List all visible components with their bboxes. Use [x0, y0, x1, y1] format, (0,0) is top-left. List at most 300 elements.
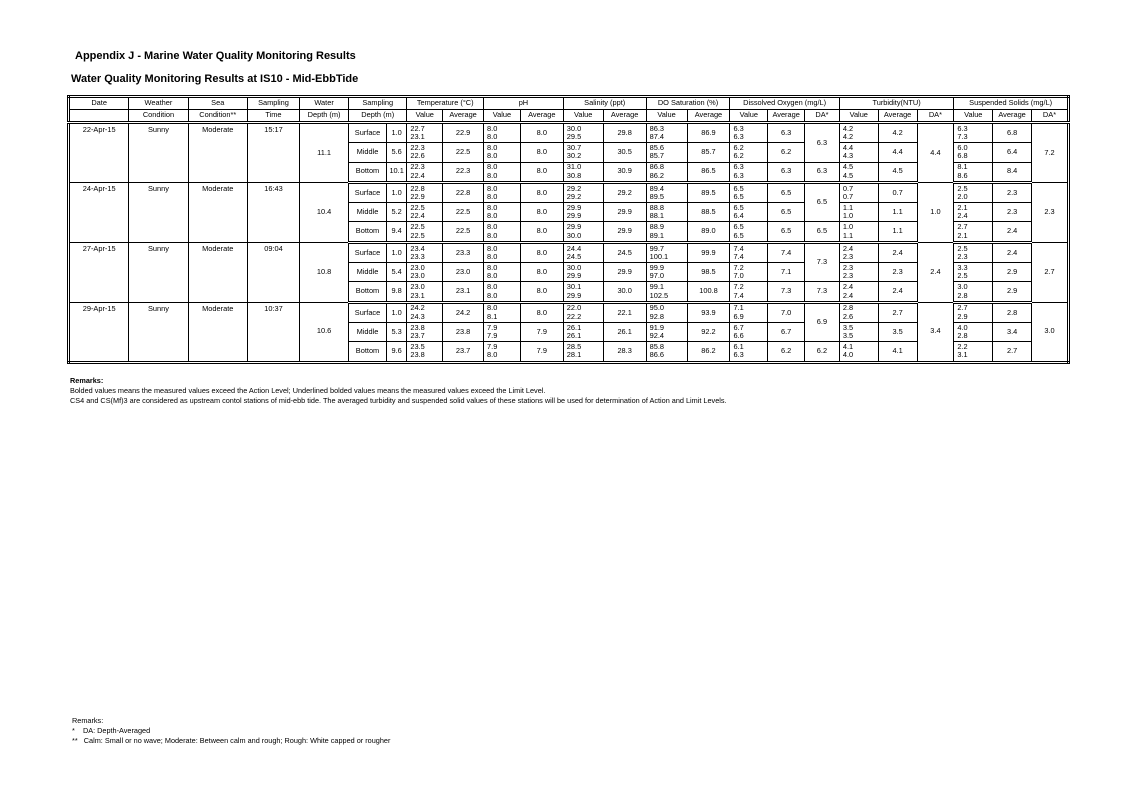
dissolved-oxygen-da-bottom-cell: 6.5 — [805, 222, 840, 242]
dissolved-oxygen-values-cell-reading: 6.3 — [733, 170, 744, 180]
turbidity-average-cell: 4.2 — [878, 123, 917, 143]
do-saturation-values-cell-reading: 88.8 — [649, 202, 664, 212]
turbidity-values-cell-reading: 4.5 — [842, 170, 854, 180]
turbidity-values-cell-reading: 2.4 — [842, 290, 854, 300]
turbidity-values-cell-reading: 2.8 — [842, 303, 854, 313]
turbidity-average-cell: 2.3 — [878, 263, 917, 282]
table-row — [69, 302, 1069, 322]
suspended-solids-average-cell: 8.4 — [993, 162, 1032, 182]
turbidity-average-cell: 0.7 — [878, 182, 917, 202]
header-salinity: Salinity (ppt) — [563, 97, 646, 110]
temperature-values-cell-reading: 23.4 — [410, 243, 425, 253]
date-cell: 22-Apr-15 — [69, 123, 129, 183]
do-saturation-average-cell: 86.5 — [687, 162, 730, 182]
turbidity-values-cell-reading: 4.5 — [842, 162, 854, 172]
salinity-average-cell: 29.2 — [603, 182, 646, 202]
dissolved-oxygen-values-cell — [730, 282, 768, 302]
water-depth-cell: 10.6 — [300, 302, 349, 362]
sampling-time-cell: 09:04 — [247, 242, 299, 302]
header-average: Average — [878, 110, 917, 123]
suspended-solids-values-cell-reading: 6.0 — [957, 143, 968, 153]
salinity-average-cell: 29.9 — [603, 263, 646, 282]
ph-values-cell — [484, 282, 521, 302]
salinity-values-cell — [563, 263, 603, 282]
sampling-time-cell: 16:43 — [247, 182, 299, 242]
dissolved-oxygen-values-cell-reading: 6.5 — [733, 202, 744, 212]
header-value: Value — [646, 110, 687, 123]
salinity-average-cell: 29.9 — [603, 203, 646, 222]
ph-values-cell-reading: 8.0 — [487, 162, 498, 172]
dissolved-oxygen-average-cell: 7.0 — [768, 302, 805, 322]
remarks-top — [70, 376, 727, 406]
turbidity-values-cell — [839, 242, 878, 262]
temperature-values-cell-reading: 24.3 — [410, 311, 425, 321]
suspended-solids-average-cell: 2.4 — [993, 242, 1032, 262]
sampling-level-cell: Bottom — [349, 342, 387, 362]
turbidity-values-cell-reading: 1.0 — [842, 222, 854, 232]
salinity-values-cell-reading: 24.5 — [566, 251, 582, 261]
turbidity-values-cell — [839, 282, 878, 302]
salinity-average-cell: 30.9 — [603, 162, 646, 182]
dissolved-oxygen-da-cell: 6.5 — [805, 182, 840, 222]
temperature-average-cell: 24.2 — [443, 302, 484, 322]
dissolved-oxygen-values-cell-reading: 6.1 — [733, 342, 744, 351]
table-title: Water Quality Monitoring Results at IS10 - Mid-EbbTide — [71, 73, 359, 85]
sampling-level-cell: Middle — [349, 263, 387, 282]
sea-condition-cell: Moderate — [188, 302, 247, 362]
suspended-solids-values-cell — [954, 342, 993, 362]
do-saturation-average-cell: 89.5 — [687, 182, 730, 202]
turbidity-values-cell-reading: 4.2 — [842, 123, 854, 133]
dissolved-oxygen-values-cell — [730, 203, 768, 222]
header-average: Average — [603, 110, 646, 123]
suspended-solids-average-cell: 2.9 — [993, 263, 1032, 282]
salinity-values-cell-reading: 24.4 — [566, 243, 582, 253]
sampling-depth-cell: 5.2 — [386, 203, 406, 222]
remarks-bottom-line: * DA: Depth-Averaged — [72, 726, 151, 735]
turbidity-values-cell — [839, 342, 878, 362]
suspended-solids-da-cell: 2.7 — [1032, 242, 1069, 302]
suspended-solids-average-cell: 2.3 — [993, 182, 1032, 202]
header-average: Average — [768, 110, 805, 123]
salinity-values-cell — [563, 123, 603, 143]
dissolved-oxygen-values-cell-reading: 6.5 — [733, 183, 744, 193]
ph-values-cell — [484, 322, 521, 341]
remarks-top-line: Bolded values means the measured values exceed the Action Level; Underlined bolded values means the measured values exceed the Limit Level. — [70, 386, 546, 395]
temperature-average-cell: 22.5 — [443, 203, 484, 222]
turbidity-da-cell: 4.4 — [917, 123, 954, 183]
dissolved-oxygen-average-cell: 7.3 — [768, 282, 805, 302]
salinity-values-cell-reading: 30.2 — [566, 151, 582, 161]
ph-average-cell: 8.0 — [520, 302, 563, 322]
suspended-solids-values-cell-reading: 6.8 — [957, 151, 968, 161]
salinity-values-cell-reading: 28.5 — [566, 342, 582, 351]
suspended-solids-values-cell-reading: 2.1 — [957, 202, 968, 212]
turbidity-values-cell-reading: 2.4 — [842, 282, 854, 292]
turbidity-values-cell-reading: 2.3 — [842, 262, 854, 272]
turbidity-da-cell: 2.4 — [917, 242, 954, 302]
turbidity-values-cell — [839, 322, 878, 341]
header-dissolved-oxygen: Dissolved Oxygen (mg/L) — [730, 97, 839, 110]
ph-values-cell-reading: 8.0 — [487, 350, 498, 360]
turbidity-average-cell: 2.7 — [878, 302, 917, 322]
ph-average-cell: 8.0 — [520, 143, 563, 162]
do-saturation-values-cell-reading: 86.6 — [649, 350, 664, 360]
salinity-values-cell — [563, 162, 603, 182]
ph-average-cell: 8.0 — [520, 242, 563, 262]
suspended-solids-values-cell-reading: 2.9 — [957, 311, 968, 321]
dissolved-oxygen-average-cell: 6.2 — [768, 342, 805, 362]
dissolved-oxygen-average-cell: 6.7 — [768, 322, 805, 341]
suspended-solids-average-cell: 6.8 — [993, 123, 1032, 143]
header-row-2 — [69, 110, 1069, 123]
turbidity-values-cell — [839, 182, 878, 202]
temperature-values-cell-reading: 22.3 — [410, 143, 425, 153]
ph-values-cell-reading: 8.0 — [487, 132, 498, 142]
ph-values-cell-reading: 8.0 — [487, 271, 498, 281]
temperature-values-cell — [407, 143, 443, 162]
weather-cell: Sunny — [129, 123, 188, 183]
ph-values-cell — [484, 242, 521, 262]
sampling-level-cell: Middle — [349, 322, 387, 341]
sampling-level-cell: Surface — [349, 123, 387, 143]
header-sea: Sea — [188, 97, 247, 110]
do-saturation-values-cell-reading: 95.0 — [649, 303, 664, 313]
dissolved-oxygen-values-cell-reading: 6.3 — [733, 350, 744, 360]
turbidity-da-cell: 1.0 — [917, 182, 954, 242]
temperature-average-cell: 23.7 — [443, 342, 484, 362]
ph-average-cell: 7.9 — [520, 342, 563, 362]
sampling-depth-cell: 5.6 — [386, 143, 406, 162]
suspended-solids-values-cell-reading: 2.5 — [957, 183, 968, 193]
do-saturation-values-cell — [646, 203, 687, 222]
suspended-solids-values-cell-reading: 2.4 — [957, 211, 968, 221]
sampling-time-cell: 15:17 — [247, 123, 299, 183]
dissolved-oxygen-average-cell: 6.5 — [768, 222, 805, 242]
ph-values-cell-reading: 8.0 — [487, 170, 498, 180]
dissolved-oxygen-values-cell-reading: 7.2 — [733, 282, 744, 292]
header-time-sub: Time — [247, 110, 299, 123]
water-depth-cell: 10.8 — [300, 242, 349, 302]
dissolved-oxygen-values-cell-reading: 6.5 — [733, 230, 744, 240]
temperature-values-cell — [407, 182, 443, 202]
turbidity-values-cell-reading: 2.6 — [842, 311, 854, 321]
turbidity-values-cell-reading: 0.7 — [842, 183, 854, 193]
dissolved-oxygen-da-bottom-cell: 7.3 — [805, 282, 840, 302]
dissolved-oxygen-average-cell: 6.5 — [768, 203, 805, 222]
temperature-values-cell-reading: 22.3 — [410, 162, 425, 172]
temperature-average-cell: 22.9 — [443, 123, 484, 143]
suspended-solids-values-cell — [954, 143, 993, 162]
header-value: Value — [839, 110, 878, 123]
dissolved-oxygen-average-cell: 7.4 — [768, 242, 805, 262]
salinity-values-cell-reading: 29.2 — [566, 183, 582, 193]
header-turbidity: Turbidity(NTU) — [839, 97, 954, 110]
temperature-values-cell-reading: 23.5 — [410, 342, 425, 351]
remarks-bottom — [72, 716, 390, 746]
turbidity-values-cell — [839, 203, 878, 222]
ph-average-cell: 8.0 — [520, 282, 563, 302]
temperature-values-cell-reading: 23.0 — [410, 262, 425, 272]
salinity-average-cell: 28.3 — [603, 342, 646, 362]
do-saturation-average-cell: 93.9 — [687, 302, 730, 322]
sampling-depth-cell: 9.6 — [386, 342, 406, 362]
water-depth-cell: 11.1 — [300, 123, 349, 183]
do-saturation-average-cell: 98.5 — [687, 263, 730, 282]
salinity-values-cell — [563, 342, 603, 362]
header-do-saturation: DO Saturation (%) — [646, 97, 730, 110]
temperature-values-cell-reading: 22.6 — [410, 151, 425, 161]
date-cell: 29-Apr-15 — [69, 302, 129, 362]
header-value: Value — [563, 110, 603, 123]
dissolved-oxygen-values-cell-reading: 7.4 — [733, 251, 744, 261]
do-saturation-values-cell-reading: 85.7 — [649, 151, 664, 161]
salinity-values-cell — [563, 242, 603, 262]
dissolved-oxygen-average-cell: 6.5 — [768, 182, 805, 202]
dissolved-oxygen-values-cell — [730, 123, 768, 143]
temperature-values-cell-reading: 22.7 — [410, 123, 425, 133]
ph-average-cell: 8.0 — [520, 222, 563, 242]
sampling-depth-cell: 9.4 — [386, 222, 406, 242]
suspended-solids-values-cell-reading: 2.8 — [957, 290, 968, 300]
salinity-values-cell-reading: 30.1 — [566, 282, 582, 292]
sampling-level-cell: Bottom — [349, 222, 387, 242]
do-saturation-values-cell — [646, 342, 687, 362]
salinity-values-cell — [563, 302, 603, 322]
temperature-average-cell: 23.3 — [443, 242, 484, 262]
dissolved-oxygen-values-cell-reading: 6.3 — [733, 162, 744, 172]
salinity-average-cell: 30.0 — [603, 282, 646, 302]
suspended-solids-values-cell-reading: 2.2 — [957, 342, 968, 351]
temperature-values-cell — [407, 263, 443, 282]
dissolved-oxygen-values-cell-reading: 6.2 — [733, 151, 744, 161]
do-saturation-values-cell-reading: 89.5 — [649, 192, 664, 202]
ph-values-cell-reading: 8.1 — [487, 311, 498, 321]
salinity-values-cell-reading: 30.0 — [566, 230, 582, 240]
weather-cell: Sunny — [129, 182, 188, 242]
temperature-values-cell — [407, 282, 443, 302]
do-saturation-values-cell — [646, 302, 687, 322]
dissolved-oxygen-da-cell: 6.3 — [805, 123, 840, 163]
suspended-solids-values-cell — [954, 322, 993, 341]
ph-average-cell: 8.0 — [520, 123, 563, 143]
sampling-level-cell: Bottom — [349, 282, 387, 302]
turbidity-values-cell — [839, 162, 878, 182]
ph-values-cell-reading: 8.0 — [487, 282, 498, 292]
do-saturation-values-cell-reading: 89.1 — [649, 230, 664, 240]
sampling-level-cell: Middle — [349, 143, 387, 162]
table-row — [69, 182, 1069, 202]
do-saturation-average-cell: 88.5 — [687, 203, 730, 222]
header-date-sub — [69, 110, 129, 123]
suspended-solids-values-cell — [954, 162, 993, 182]
ph-values-cell — [484, 143, 521, 162]
turbidity-average-cell: 1.1 — [878, 203, 917, 222]
suspended-solids-da-cell: 3.0 — [1032, 302, 1069, 362]
salinity-values-cell — [563, 282, 603, 302]
dissolved-oxygen-values-cell — [730, 342, 768, 362]
suspended-solids-values-cell-reading: 2.3 — [957, 251, 968, 261]
turbidity-values-cell — [839, 302, 878, 322]
dissolved-oxygen-average-cell: 6.3 — [768, 162, 805, 182]
dissolved-oxygen-values-cell-reading: 6.6 — [733, 331, 744, 341]
salinity-values-cell-reading: 30.0 — [566, 262, 582, 272]
ph-values-cell-reading: 8.0 — [487, 290, 498, 300]
do-saturation-average-cell: 89.0 — [687, 222, 730, 242]
temperature-average-cell: 22.8 — [443, 182, 484, 202]
water-quality-table-container — [67, 95, 1070, 364]
header-value: Value — [407, 110, 443, 123]
salinity-values-cell-reading: 30.8 — [566, 170, 582, 180]
ph-values-cell-reading: 8.0 — [487, 211, 498, 221]
header-date: Date — [69, 97, 129, 110]
remarks-top-line: CS4 and CS(Mf)3 are considered as upstream contol stations of mid-ebb tide. The averaged turbidity and suspended solid values of these stations will be used for determination of Action and Limit Levels. — [70, 396, 727, 405]
header-row-1 — [69, 97, 1069, 110]
do-saturation-average-cell: 100.8 — [687, 282, 730, 302]
do-saturation-values-cell — [646, 143, 687, 162]
table-row — [69, 242, 1069, 262]
dissolved-oxygen-values-cell-reading: 7.1 — [733, 303, 744, 313]
temperature-average-cell: 22.3 — [443, 162, 484, 182]
suspended-solids-da-cell: 2.3 — [1032, 182, 1069, 242]
remarks-bottom-line: ** Calm: Small or no wave; Moderate: Between calm and rough; Rough: White capped or rougher — [72, 736, 391, 745]
turbidity-average-cell: 4.4 — [878, 143, 917, 162]
do-saturation-values-cell-reading: 102.5 — [649, 290, 669, 300]
turbidity-values-cell-reading: 2.3 — [842, 271, 854, 281]
turbidity-values-cell-reading: 3.5 — [842, 331, 854, 341]
turbidity-values-cell-reading: 3.5 — [842, 322, 854, 332]
ph-values-cell — [484, 342, 521, 362]
header-sampling-time: Sampling — [247, 97, 299, 110]
turbidity-average-cell: 4.5 — [878, 162, 917, 182]
do-saturation-average-cell: 92.2 — [687, 322, 730, 341]
header-da: DA* — [1032, 110, 1069, 123]
suspended-solids-values-cell — [954, 282, 993, 302]
suspended-solids-values-cell-reading: 8.1 — [957, 162, 968, 172]
page-title: Appendix J - Marine Water Quality Monitoring Results — [75, 50, 356, 62]
temperature-values-cell-reading: 22.5 — [410, 230, 425, 240]
date-cell: 27-Apr-15 — [69, 242, 129, 302]
temperature-values-cell-reading: 22.8 — [410, 183, 425, 193]
temperature-values-cell-reading: 23.7 — [410, 331, 425, 341]
ph-average-cell: 8.0 — [520, 203, 563, 222]
temperature-average-cell: 22.5 — [443, 143, 484, 162]
suspended-solids-values-cell — [954, 123, 993, 143]
suspended-solids-values-cell — [954, 182, 993, 202]
temperature-values-cell-reading: 22.5 — [410, 202, 425, 212]
temperature-values-cell-reading: 23.3 — [410, 251, 425, 261]
ph-average-cell: 7.9 — [520, 322, 563, 341]
temperature-values-cell-reading: 23.0 — [410, 271, 425, 281]
turbidity-values-cell-reading: 1.0 — [842, 211, 854, 221]
salinity-average-cell: 24.5 — [603, 242, 646, 262]
salinity-values-cell-reading: 30.0 — [566, 123, 582, 133]
temperature-average-cell: 23.1 — [443, 282, 484, 302]
turbidity-values-cell-reading: 4.2 — [842, 132, 854, 142]
do-saturation-values-cell — [646, 123, 687, 143]
suspended-solids-values-cell-reading: 2.0 — [957, 192, 968, 202]
do-saturation-values-cell-reading: 86.8 — [649, 162, 664, 172]
ph-values-cell-reading: 7.9 — [487, 322, 498, 332]
turbidity-average-cell: 3.5 — [878, 322, 917, 341]
temperature-values-cell — [407, 222, 443, 242]
header-ph: pH — [484, 97, 564, 110]
header-water-depth-sub: Depth (m) — [300, 110, 349, 123]
ph-average-cell: 8.0 — [520, 162, 563, 182]
temperature-values-cell-reading: 22.5 — [410, 222, 425, 232]
sea-condition-cell: Moderate — [188, 182, 247, 242]
dissolved-oxygen-values-cell-reading: 6.5 — [733, 192, 744, 202]
header-average: Average — [443, 110, 484, 123]
sampling-level-cell: Surface — [349, 182, 387, 202]
salinity-average-cell: 29.9 — [603, 222, 646, 242]
dissolved-oxygen-values-cell — [730, 302, 768, 322]
turbidity-da-cell: 3.4 — [917, 302, 954, 362]
sampling-level-cell: Bottom — [349, 162, 387, 182]
turbidity-values-cell-reading: 1.1 — [842, 230, 854, 240]
table-row — [69, 123, 1069, 143]
suspended-solids-values-cell — [954, 242, 993, 262]
dissolved-oxygen-average-cell: 6.3 — [768, 123, 805, 143]
do-saturation-values-cell — [646, 263, 687, 282]
salinity-values-cell — [563, 182, 603, 202]
dissolved-oxygen-average-cell: 6.2 — [768, 143, 805, 162]
do-saturation-average-cell: 86.2 — [687, 342, 730, 362]
dissolved-oxygen-values-cell — [730, 322, 768, 341]
temperature-values-cell — [407, 162, 443, 182]
suspended-solids-average-cell: 2.4 — [993, 222, 1032, 242]
temperature-values-cell-reading: 23.1 — [410, 290, 425, 300]
water-depth-cell: 10.4 — [300, 182, 349, 242]
suspended-solids-values-cell — [954, 263, 993, 282]
salinity-values-cell-reading: 22.2 — [566, 311, 582, 321]
ph-values-cell-reading: 8.0 — [487, 202, 498, 212]
dissolved-oxygen-da-cell: 6.9 — [805, 302, 840, 342]
turbidity-values-cell-reading: 1.1 — [842, 202, 854, 212]
do-saturation-values-cell-reading: 99.1 — [649, 282, 664, 292]
header-sampling-depth-sub: Depth (m) — [349, 110, 407, 123]
header-value: Value — [954, 110, 993, 123]
suspended-solids-average-cell: 2.9 — [993, 282, 1032, 302]
ph-values-cell-reading: 8.0 — [487, 143, 498, 153]
suspended-solids-values-cell-reading: 3.0 — [957, 282, 968, 292]
dissolved-oxygen-values-cell — [730, 222, 768, 242]
suspended-solids-values-cell-reading: 4.0 — [957, 322, 968, 332]
salinity-values-cell — [563, 222, 603, 242]
salinity-average-cell: 30.5 — [603, 143, 646, 162]
temperature-values-cell — [407, 302, 443, 322]
dissolved-oxygen-values-cell-reading: 7.4 — [733, 243, 744, 253]
suspended-solids-values-cell-reading: 2.5 — [957, 271, 968, 281]
salinity-values-cell-reading: 29.9 — [566, 202, 582, 212]
sampling-depth-cell: 1.0 — [386, 123, 406, 143]
suspended-solids-average-cell: 2.3 — [993, 203, 1032, 222]
sea-condition-cell: Moderate — [188, 123, 247, 183]
dissolved-oxygen-values-cell-reading: 6.7 — [733, 322, 744, 332]
salinity-values-cell-reading: 31.0 — [566, 162, 582, 172]
sampling-time-cell: 10:37 — [247, 302, 299, 362]
turbidity-values-cell-reading: 4.4 — [842, 143, 854, 153]
remarks-top-label: Remarks: — [70, 376, 104, 385]
turbidity-values-cell — [839, 143, 878, 162]
temperature-values-cell-reading: 23.8 — [410, 350, 425, 360]
dissolved-oxygen-values-cell — [730, 242, 768, 262]
dissolved-oxygen-values-cell-reading: 7.4 — [733, 290, 744, 300]
do-saturation-values-cell — [646, 322, 687, 341]
turbidity-values-cell — [839, 222, 878, 242]
ph-values-cell — [484, 302, 521, 322]
suspended-solids-values-cell-reading: 2.7 — [957, 303, 968, 313]
